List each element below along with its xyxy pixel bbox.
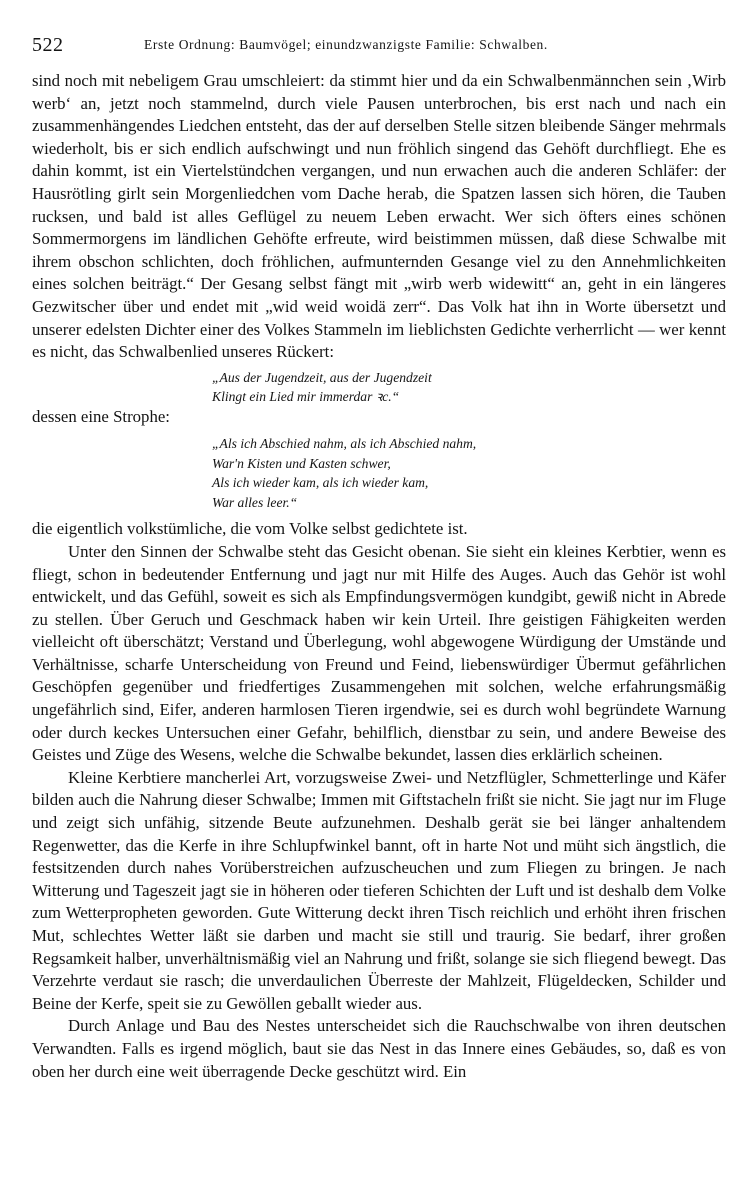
- after-stanza-line: die eigentlich volkstümliche, die vom Volke selbst gedichtete ist.: [32, 519, 468, 539]
- quote-line: Klingt ein Lied mir immerdar ꝛc.“: [212, 388, 400, 404]
- page-header: [32, 34, 722, 60]
- stanza-intro: dessen eine Strophe:: [32, 406, 170, 426]
- paragraph-2: Unter den Sinnen der Schwalbe steht das Gesicht obenan. Sie sieht ein kleines Kerbtier, wenn es fliegt, schon in bedeutender Entfernung und jagt nur mit Hilfe des Auges. Auch das Gehör ist wohl entwickelt, und das Gefühl, soweit es sich als Empfindungsvermögen kundgibt, gewiß nicht in Abrede zu stellen. Über Geruch und Geschmack haben wir kein Urteil. Ihre geistigen Fähigkeiten werden vielleicht oft überschätzt; Verstand und Überlegung, wohl abgewogene Würdigung der Umstände und Verhältnisse, scharfe Unterscheidung von Freund und Feind, liebenswürdiger Übermut gefährlichen Geschöpfen gegenüber und friedfertiges Zusammengehen mit solchen, welche erfahrungsmäßig ungefährlich sind, Eifer, anderen harmlosen Tieren irgendwie, sei es durch wohl begründete Warnung oder durch keckes Untersuchen einer Gefahr, behilflich, dienstbar zu sein, und andere Beweise des Geistes und Züge des Wesens, welche die Schwalbe bekundet, lassen dies erklärlich scheinen.: [32, 541, 726, 765]
- paragraph-4: Durch Anlage und Bau des Nestes unterscheidet sich die Rauchschwalbe von ihren deutschen Verwandten. Falls es irgend möglich, baut sie das Nest in das Innere eines Gebäudes, so, daß es von oben her durch eine weit überragende Decke geschützt wird. Ein: [32, 1016, 726, 1081]
- rueckert-quote: [212, 368, 726, 406]
- poem-stanza: [212, 434, 726, 512]
- paragraph-1: sind noch mit nebeligem Grau umschleiert: da stimmt hier und da ein Schwalbenmännchen sein ‚Wirb werb‘ an, jetzt noch stammelnd, durch viele Pausen unterbrochen, bis erst nach und nach ein zusammenhängendes Liedchen entsteht, das der auf derselben Stelle sitzen bleibende Sänger mehrmals wiederholt, bis er sich endlich aufschwingt und nun fröhlich singend das Gehöft durchfliegt. Ehe es dahin kommt, ist ein Viertelstündchen vergangen, und nun erwachen auch die anderen Schläfer: der Hausrötling girlt sein Morgenliedchen vom Dache herab, die Spatzen lassen sich hören, die Tauben rucksen, und bald ist alles Geflügel zu neuem Leben erwacht. Wer sich öfters eines schönen Sommermorgens im ländlichen Gehöfte erfreute, wird beistimmen müssen, daß diese Schwalbe mit ihrem obschon schlichten, doch fröhlichen, aufmunternden Gesange viel zu den Annehmlichkeiten eines solchen beiträgt.“ Der Gesang selbst fängt mit „wirb werb widewitt“ an, geht in ein längeres Gezwitscher über und endet mit „wid weid woidä zerr“. Das Volk hat ihn in Worte übersetzt und unserer edelsten Dichter einer des Volkes Stammeln im lieblichsten Gedichte verherrlicht — wer kennt es nicht, das Schwalbenlied unseres Rückert:: [32, 71, 726, 362]
- quote-line: „Aus der Jugendzeit, aus der Jugendzeit: [212, 369, 432, 385]
- stanza-line: „Als ich Abschied nahm, als ich Abschied nahm,: [212, 436, 477, 452]
- page-number: 522: [32, 34, 64, 56]
- running-head: Erste Ordnung: Baumvögel; einundzwanzigste Familie: Schwalben.: [144, 37, 548, 52]
- stanza-line: War'n Kisten und Kasten schwer,: [212, 455, 391, 471]
- stanza-line: Als ich wieder kam, als ich wieder kam,: [212, 475, 429, 491]
- paragraph-3: Kleine Kerbtiere mancherlei Art, vorzugsweise Zwei- und Netzflügler, Schmetterlinge und Käfer bilden auch die Nahrung dieser Schwalbe; Immen mit Giftstacheln frißt sie nicht. Sie jagt nur im Fluge und zeigt sich unfähig, sitzende Beute aufzunehmen. Deshalb gerät sie bei länger anhaltendem Regenwetter, das die Kerfe in ihre Schlupfwinkel bannt, oft in harte Not und müht sich ängstlich, die festsitzenden durch nahes Vorüberstreichen aufzuscheuchen und zum Fliegen zu bringen. Je nach Witterung und Tageszeit jagt sie in höheren oder tieferen Schichten der Luft und ist deshalb dem Volke zum Wetterpropheten geworden. Gute Witterung deckt ihren Tisch reichlich und erhöht ihren frischen Mut, schlechtes Wetter läßt sie darben und macht sie still und traurig. Sie bedarf, ihrer großen Regsamkeit halber, unverhältnismäßig viel an Nahrung und frißt, solange sie sich fliegend bewegt. Das Verzehrte verdaut sie rasch; die unverdaulichen Überreste der Mahlzeit, Flügeldecken, Schilder und Beine der Kerfe, speit sie zu Gewöllen geballt wieder aus.: [32, 767, 726, 1013]
- body-text: [32, 70, 726, 1083]
- stanza-line: War alles leer.“: [212, 494, 298, 510]
